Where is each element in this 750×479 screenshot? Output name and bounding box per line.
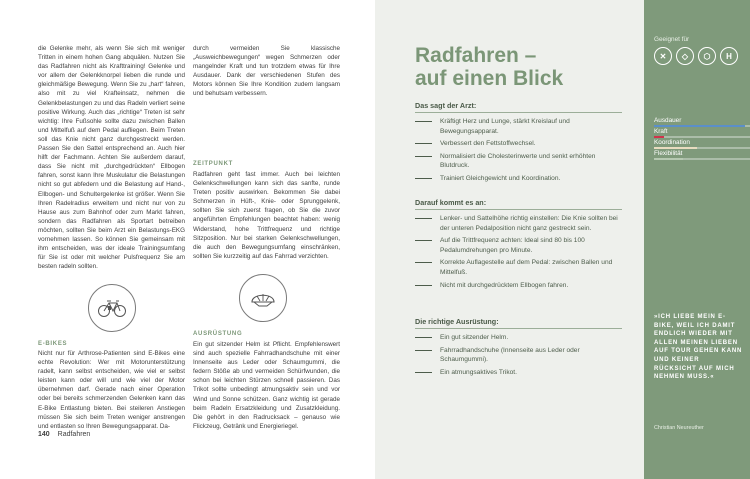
ebikes-text: Nicht nur für Arthrose-Patienten sind E-Bikes eine echte Revolution: Wer mit Motorunterstützung radelt, kann selbst entscheiden, wie viel er selbst leisten kann oder will und wie viel der Motor übernehmen darf. Gerade nach einer Operation oder bei bereits schmerzenden Gelenken kann das E-Bike Entlastung bieten. Bei steileren Anstiegen müssen Sie sich beim Treten weniger anstrengen und entlasten so Ihren Bewegungsapparat. Da- <box>38 350 185 430</box>
list-item: Auf die Trittfrequenz achten: Ideal sind 80 bis 100 Pedalumdrehungen pro Minute. <box>415 236 622 255</box>
rating-label: Koordination <box>654 139 690 146</box>
sidebar <box>644 0 750 479</box>
rating-fill <box>654 125 745 128</box>
rating-label: Ausdauer <box>654 117 682 124</box>
divider <box>415 209 622 210</box>
panel-title <box>415 44 563 90</box>
equipment-list <box>415 333 622 377</box>
rating-track <box>654 136 750 139</box>
suitable-for-label: Geeignet für <box>654 36 690 43</box>
list-item: Korrekte Auflagestelle auf dem Pedal: zwischen Ballen und Mittelfuß. <box>415 258 622 277</box>
text-column-1 <box>38 44 185 271</box>
section-equipment-title: Die richtige Ausrüstung: <box>415 317 499 326</box>
body-paragraph: die Gelenke mehr, als wenn Sie sich mit weniger Tritten in einem hohen Gang abquälen. Nutzen Sie das Radfahren nicht als Krafttraining! Gelenke und vor allem der Gelenkknorpel lieben die runde und gleichmäßige Bewegung. Wenn Sie zu „hart“ fahren, also mit zu viel Krafteinsatz, nehmen die Gelenkbelastungen zu und das Radeln verliert seine positive Wirkung. Auch das „richtige“ Treten ist sehr wichtig: Ihre Fußsohle sollte dazu zwischen Ballen und Mittelfuß auf dem Pedal aufliegen. Beim Treten soll das Knie nicht ganz durchgestreckt werden. Passen Sie den Sattel entsprechend an. Auch hier hilft der Fachmann. Achten Sie außerdem darauf, dass Sie nicht mit „durchgedrückten“ Ellbogen fahren, sonst kann Ihre Muskulatur die Belastungen nicht so gut abfedern und die Belastung auf Hand-, Ellbogen- und Schultergelenke ist größer. Wenn Sie Ihren Radelradius erweitern und nicht nur von zu Hause aus zum Bahnhof oder zum Markt fahren, sondern das Radfahren als Sportart betreiben möchten, sollten Sie beim Arzt ein Belastungs-EKG vornehmen lassen. So können Sie gemeinsam mit ihm entscheiden, was der ideale Trainingsumfang für Sie ist oder mit welcher Pulsfrequenz Sie am besten radeln sollten. <box>38 45 185 271</box>
bicycle-icon <box>88 284 136 332</box>
doctor-list <box>415 117 622 184</box>
diamond-circle-icon: ◇ <box>676 47 694 65</box>
quote-author: Christian Neureuther <box>654 425 704 431</box>
list-item: Ein gut sitzender Helm. <box>415 333 622 343</box>
list-item: Kräftigt Herz und Lunge, stärkt Kreislauf und Bewegungsapparat. <box>415 117 622 136</box>
title-line-2: auf einen Blick <box>415 67 564 90</box>
rating-strength <box>654 128 750 139</box>
rating-coordination <box>654 139 750 150</box>
rating-fill <box>654 147 697 150</box>
ausruestung-heading: AUSRÜSTUNG <box>193 331 243 337</box>
rating-track <box>654 125 750 128</box>
rating-label: Flexibilität <box>654 150 683 157</box>
rating-fill <box>654 158 683 161</box>
suitability-icons <box>654 47 738 65</box>
divider <box>415 112 622 113</box>
cross-circle-icon: ✕ <box>654 47 672 65</box>
zeitpunkt-heading: ZEITPUNKT <box>193 161 233 167</box>
zeitpunkt-text: Radfahren geht fast immer. Auch bei leichten Gelenkschwellungen kann sich das sanfte, runde Treten positiv auswirken. Bekommen Sie dabei Schmerzen in Hüft-, Knie- oder Sprunggelenk, sollten Sie sich zuerst fragen, ob Sie die zuvor angeführten Empfehlungen beachtet haben: wenig Widerstand, hohe Trittfrequenz und richtige Sitzposition. Nur bei starken Gelenkschwellungen, die auch den Bewegungsumfang einschränken, sollten Sie kurzzeitig auf das Fahrrad verzichten. <box>193 171 340 260</box>
important-list <box>415 214 622 290</box>
summary-panel <box>375 0 644 479</box>
page-number: 140 <box>38 431 50 438</box>
h-circle-icon: H <box>720 47 738 65</box>
hexagon-circle-icon: ⬡ <box>698 47 716 65</box>
rating-track <box>654 158 750 161</box>
divider <box>415 328 622 329</box>
running-title: Radfahren <box>57 431 91 438</box>
body-paragraph: durch vermeiden Sie klassische „Ausweichbewegungen“ wegen Schmerzen oder mangelnder Kraft und tun trotzdem etwas für Ihre Ausdauer. Dank der verschiedenen Stufen des Motors können Sie Ihre Kondition zudem langsam und behutsam verbessern. <box>193 45 340 98</box>
page-footer <box>38 431 90 438</box>
ausruestung-text: Ein gut sitzender Helm ist Pflicht. Empfehlenswert sind auch spezielle Fahrradhandschuhe mit einer Innenseite aus Leder oder Schaumgummi, die federn Stöße ab und vermeiden Schürfwunden, die schon bei leichten Stürzen schnell passieren. Das Trikot sollte unbedingt atmungsaktiv sein und vor Wind und Sonne schützen. Ganz wichtig ist gerade beim Radeln Ersatzkleidung und Zusatzkleidung. Die gehört in den Radrucksack – genauso wie Flickzeug, Getränk und Energieriegel. <box>193 341 340 430</box>
section-doctor-title: Das sagt der Arzt: <box>415 101 477 110</box>
rating-flexibility <box>654 150 750 161</box>
list-item: Nicht mit durchgedrücktem Ellbogen fahren. <box>415 281 622 291</box>
helmet-icon <box>239 274 287 322</box>
list-item: Normalisiert die Cholesterinwerte und senkt erhöhten Blutdruck. <box>415 152 622 171</box>
list-item: Ein atmungsaktives Trikot. <box>415 368 622 378</box>
list-item: Verbessert den Fettstoffwechsel. <box>415 139 622 149</box>
quote-text: »ICH LIEBE MEIN E-BIKE, WEIL ICH DAMIT ENDLICH WIEDER MIT ALLEN MEINEN LIEBEN AUF TOUR GEHEN KANN UND KEINER RÜCKSICHT AUF MICH NEHMEN MUSS.« <box>654 314 743 381</box>
rating-track <box>654 147 750 150</box>
list-item: Fahrradhandschuhe (Innenseite aus Leder oder Schaumgummi). <box>415 346 622 365</box>
rating-label: Kraft <box>654 128 668 135</box>
ebikes-heading: E-BIKES <box>38 341 68 347</box>
list-item: Trainiert Gleichgewicht und Koordination. <box>415 174 622 184</box>
rating-fill <box>654 136 664 139</box>
rating-bars <box>654 117 750 161</box>
list-item: Lenker- und Sattelhöhe richtig einstellen: Die Knie sollten bei der unteren Pedalposition nicht ganz gestreckt sein. <box>415 214 622 233</box>
section-important-title: Darauf kommt es an: <box>415 198 487 207</box>
text-column-2 <box>193 44 340 99</box>
title-line-1: Radfahren – <box>415 44 537 67</box>
rating-endurance <box>654 117 750 128</box>
